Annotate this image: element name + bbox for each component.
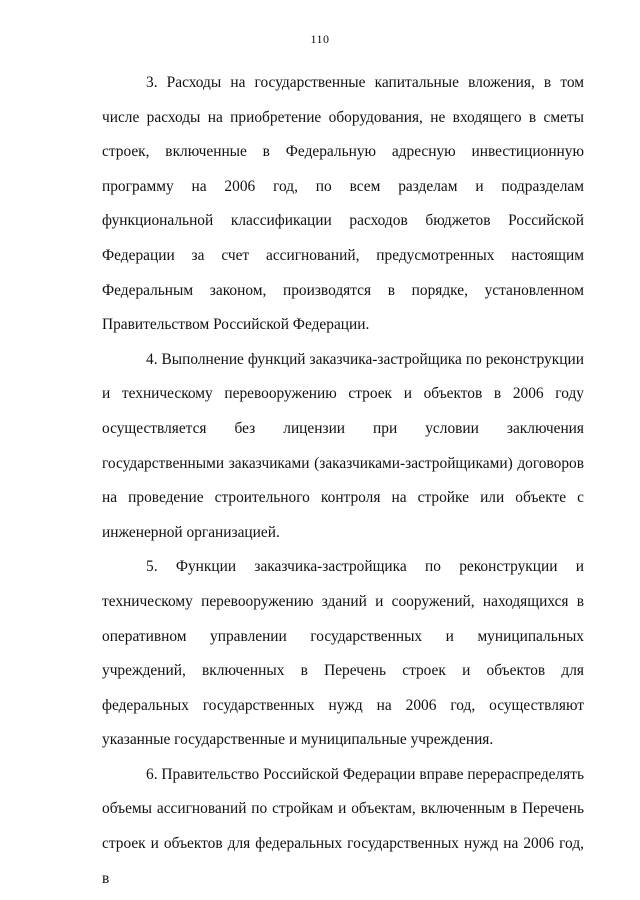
paragraph-6: 6. Правительство Российской Федерации вправе перераспределять объемы ассигнований по стройкам и объектам, включенным в Перечень строек и объектов для федеральных государственных нужд на 2006 год, в	[102, 765, 584, 887]
paragraph-4: 4. Выполнение функций заказчика-застройщика по реконструкции и техническому перевооружению строек и объектов в 2006 году осуществляется без лицензии при условии заключения государственными заказчиками (заказчиками-застройщиками) договоров на проведение строительного контроля на стройке или объекте с инженерной организацией.	[102, 350, 584, 541]
paragraph-5: 5. Функции заказчика-застройщика по реконструкции и техническому перевооружению зданий и сооружений, находящихся в оперативном управлении государственных и муниципальных учреждений, включенных в Перечень строек и объектов для федеральных государственных нужд на 2006 год, осуществляют указанные государственные и муниципальные учреждения.	[102, 558, 584, 749]
paragraph-3: 3. Расходы на государственные капитальные вложения, в том числе расходы на приобретение оборудования, не входящего в сметы строек, включенные в Федеральную адресную инвестиционную программу на 2006 год, по всем разделам и подразделам функциональной классификации расходов бюджетов Российской Федерации за счет ассигнований, предусмотренных настоящим Федеральным законом, производятся в порядке, установленном Правительством Российской Федерации.	[102, 74, 584, 334]
page-number: 110	[310, 32, 330, 46]
document-body	[102, 66, 584, 896]
